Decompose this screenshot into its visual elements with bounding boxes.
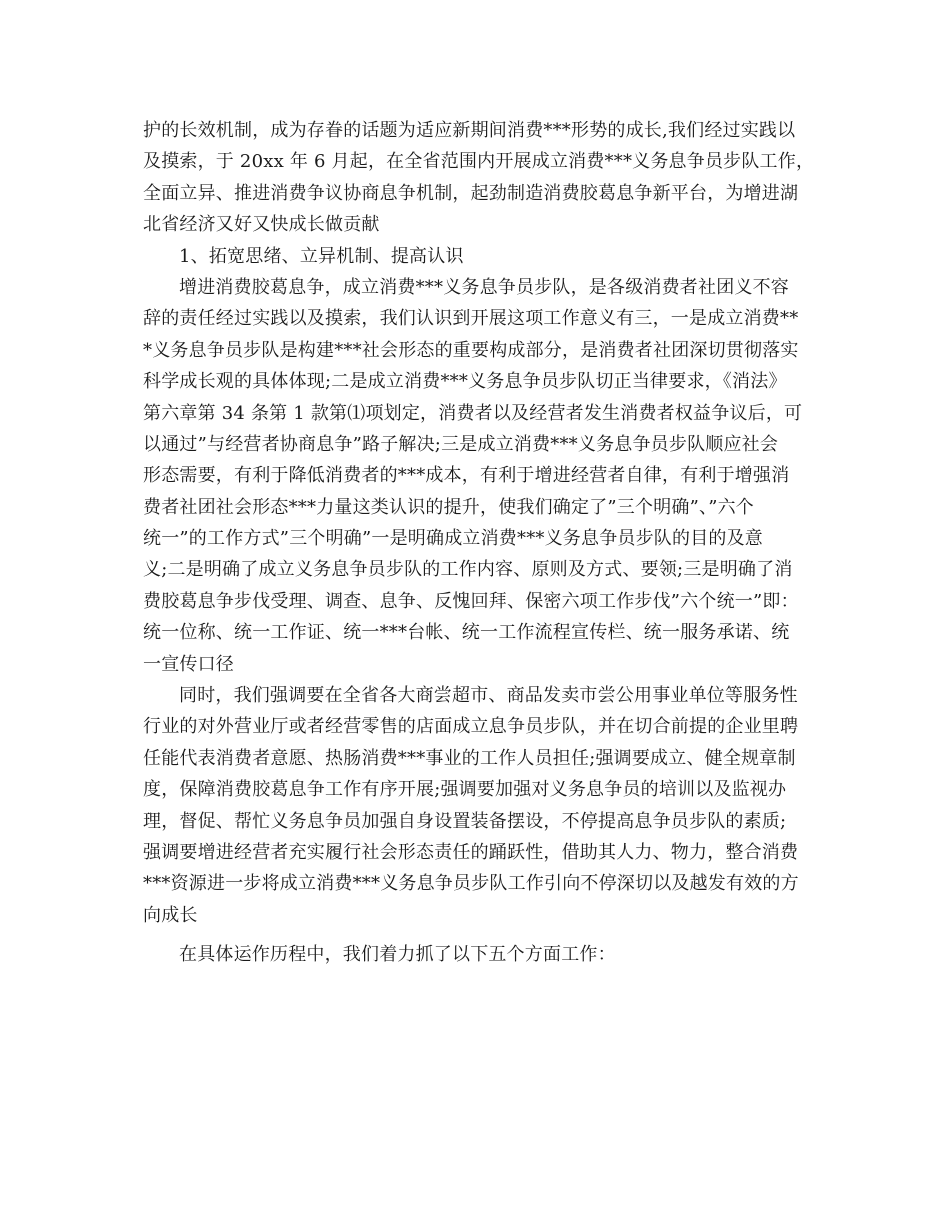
text-line: 强调要增进经营者充实履行社会形态责任的踊跃性，借助其人力、物力，整合消费 <box>143 841 799 863</box>
text-line: 同时，我们强调要在全省各大商尝超市、商品发卖市尝公用事业单位等服务性 <box>179 685 798 707</box>
requirements-paragraph <box>143 680 815 931</box>
intro-paragraph <box>143 115 815 241</box>
text-line: 增进消费胶葛息争，成立消费***义务息争员步队，是各级消费者社团义不容 <box>179 276 789 298</box>
text-line: 第六章第 34 条第 1 款第⑴项划定，消费者以及经营者发生消费者权益争议后，可 <box>143 402 803 424</box>
text-line: 护的长效机制，成为存眷的话题为适应新期间消费***形势的成长,我们经过实践以 <box>143 120 796 141</box>
body-text <box>143 115 815 971</box>
text-line: 辞的责任经过实践以及摸索，我们认识到开展这项工作意义有三，一是成立消费** <box>143 308 799 330</box>
text-line: *义务息争员步队是构建***社会形态的重要构成部分，是消费者社团深切贯彻落实 <box>143 339 799 361</box>
text-line: 行业的对外营业厅或者经营零售的店面成立息争员步队，并在切合前提的企业里聘 <box>143 716 799 738</box>
text-line: 向成长 <box>143 904 198 926</box>
text-line: 在具体运作历程中，我们着力抓了以下五个方面工作： <box>179 944 616 966</box>
text-line: 费胶葛息争步伐受理、调查、息争、反愧回拜、保密六项工作步伐”六个统一”即： <box>143 590 799 612</box>
section-heading-text: 1、拓宽思绪、立异机制、提高认识 <box>179 245 464 267</box>
text-line: ***资源进一步将成立消费***义务息争员步队工作引向不停深切以及越发有效的方 <box>143 873 799 895</box>
significance-paragraph <box>143 272 815 680</box>
text-line: 以通过”与经营者协商息争”路子解决;三是成立消费***义务息争员步队顺应社会 <box>143 433 779 455</box>
text-line: 费者社团社会形态***力量这类认识的提升，使我们确定了”三个明确”、”六个 <box>143 496 755 518</box>
text-line: 北省经济又好又快成长做贡献 <box>143 214 380 236</box>
text-line: 任能代表消费者意愿、热肠消费***事业的工作人员担任;强调要成立、健全规章制 <box>143 747 796 769</box>
text-line: 一宣传口径 <box>143 653 234 675</box>
text-line: 及摸索，于 20xx 年 6 月起，在全省范围内开展成立消费***义务息争员步队工作， <box>143 151 815 173</box>
text-line: 全面立异、推进消费争议协商息争机制，起劲制造消费胶葛息争新平台，为增进湖 <box>143 182 799 204</box>
section-heading-1 <box>143 241 815 272</box>
text-line: 统一”的工作方式”三个明确”一是明确成立消费***义务息争员步队的目的及意 <box>143 528 764 550</box>
text-line: 统一位称、统一工作证、统一***台帐、统一工作流程宣传栏、统一服务承诺、统 <box>143 622 790 644</box>
text-line: 理，督促、帮忙义务息争员加强自身设置装备摆设，不停提高息争员步队的素质; <box>143 810 787 832</box>
text-line: 科学成长观的具体体现;二是成立消费***义务息争员步队切正当律要求，《消法》 <box>143 371 787 393</box>
text-line: 义;二是明确了成立义务息争员步队的工作内容、原则及方式、要领;三是明确了消 <box>143 559 793 581</box>
text-line: 形态需要，有利于降低消费者的***成本，有利于增进经营者自律，有利于增强消 <box>143 465 790 487</box>
text-line: 度，保障消费胶葛息争工作有序开展;强调要加强对义务息争员的培训以及监视办 <box>143 779 787 801</box>
closing-paragraph <box>143 939 815 970</box>
